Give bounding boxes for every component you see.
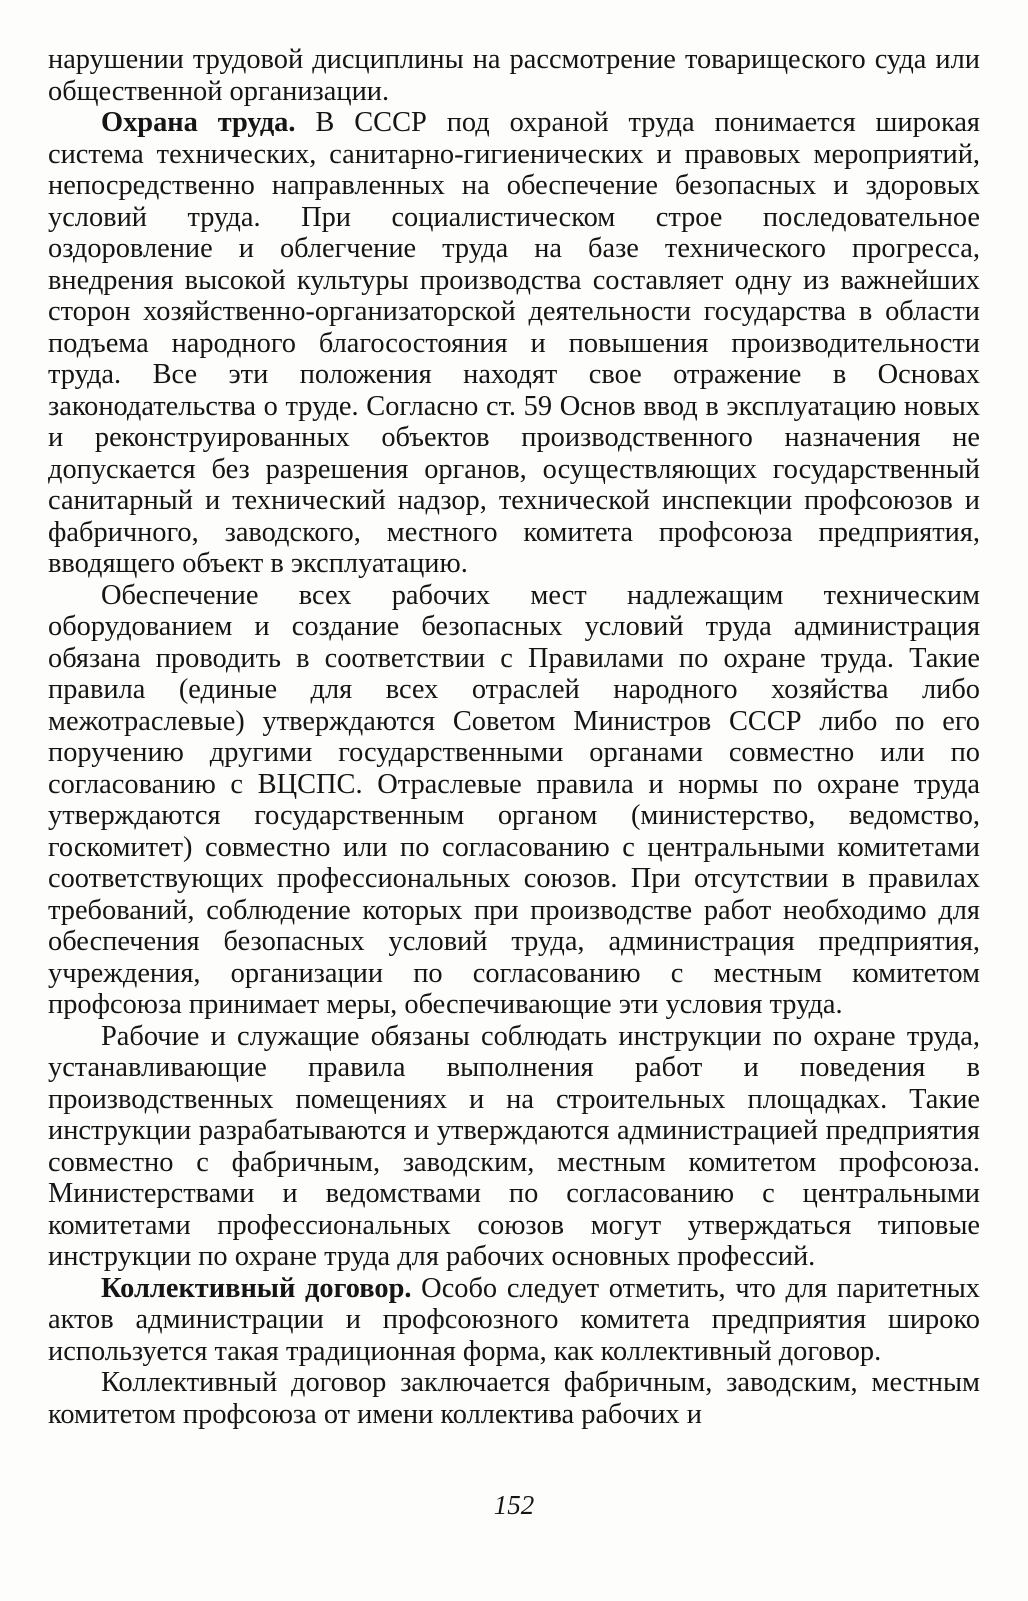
paragraph-text: Особо следует отметить, что для паритетных актов администрации и профсоюзного комитета предприятия широко используется такая традиционная форма, как коллективный договор.	[48, 1272, 980, 1367]
body-text	[48, 44, 980, 1430]
paragraph	[48, 1367, 980, 1430]
paragraph-text: Обеспечение всех рабочих мест надлежащим техническим оборудованием и создание безопасных условий труда администрация обязана проводить в соответствии с Правилами по охране труда. Такие правила (единые для всех отраслей народного хозяйства либо межотраслевые) утверждаются Советом Министров СССР либо по его поручению другими государственными органами совместно или по согласованию с ВЦСПС. Отраслевые правила и нормы по охране труда утверждаются государственным органом (министерство, ведомство, госкомитет) совместно или по согласованию с центральными комитетами соответствующих профессиональных союзов. При отсутствии в правилах требований, соблюдение которых при производстве работ необходимо для обеспечения безопасных условий труда, администрация предприятия, учреждения, организации по согласованию с местным комитетом профсоюза принимает меры, обеспечивающие эти условия труда.	[48, 579, 980, 1020]
paragraph-collective-agreement	[48, 1273, 980, 1368]
paragraph	[48, 1021, 980, 1273]
paragraph	[48, 44, 980, 107]
paragraph-text: Рабочие и служащие обязаны соблюдать инструкции по охране труда, устанавливающие правила выполнения работ и поведения в производственных помещениях и на строительных площадках. Такие инструкции разрабатываются и утверждаются администрацией предприятия совместно с фабричным, заводским, местным комитетом профсоюза. Министерствами и ведомствами по согласованию с центральными комитетами профессиональных союзов могут утверждаться типовые инструкции по охране труда для рабочих основных профессий.	[48, 1020, 980, 1272]
paragraph	[48, 580, 980, 1021]
paragraph-text: нарушении трудовой дисциплины на рассмотрение товарищеского суда или общественной организации.	[48, 44, 980, 107]
page-number: 152	[493, 1490, 535, 1520]
section-heading-collective-agreement: Коллективный договор.	[101, 1272, 412, 1304]
section-heading-labor-protection: Охрана труда.	[101, 107, 296, 138]
paragraph-text: В СССР под охраной труда понимается широкая система технических, санитарно-гигиенических и правовых мероприятий, непосредственно направленных на обеспечение безопасных и здоровых условий труда. При социалистическом строе последовательное оздоровление и облегчение труда на базе технического прогресса, внедрения высокой культуры производства составляет одну из важнейших сторон хозяйственно-организаторской деятельности государства в области подъема народного благосостояния и повышения производительности труда. Все эти положения находят свое отражение в Основах законодательства о труде. Согласно ст. 59 Основ ввод в эксплуатацию новых и реконструированных объектов производственного назначения не допускается без разрешения органов, осуществляющих государственный санитарный и технический надзор, технической инспекции профсоюзов и фабричного, заводского, местного комитета профсоюза предприятия, вводящего объект в эксплуатацию.	[48, 107, 980, 579]
paragraph-text: Коллективный договор заключается фабричным, заводским, местным комитетом профсоюза от имени коллектива рабочих и	[48, 1367, 980, 1430]
paragraph-labor-protection	[48, 107, 980, 580]
